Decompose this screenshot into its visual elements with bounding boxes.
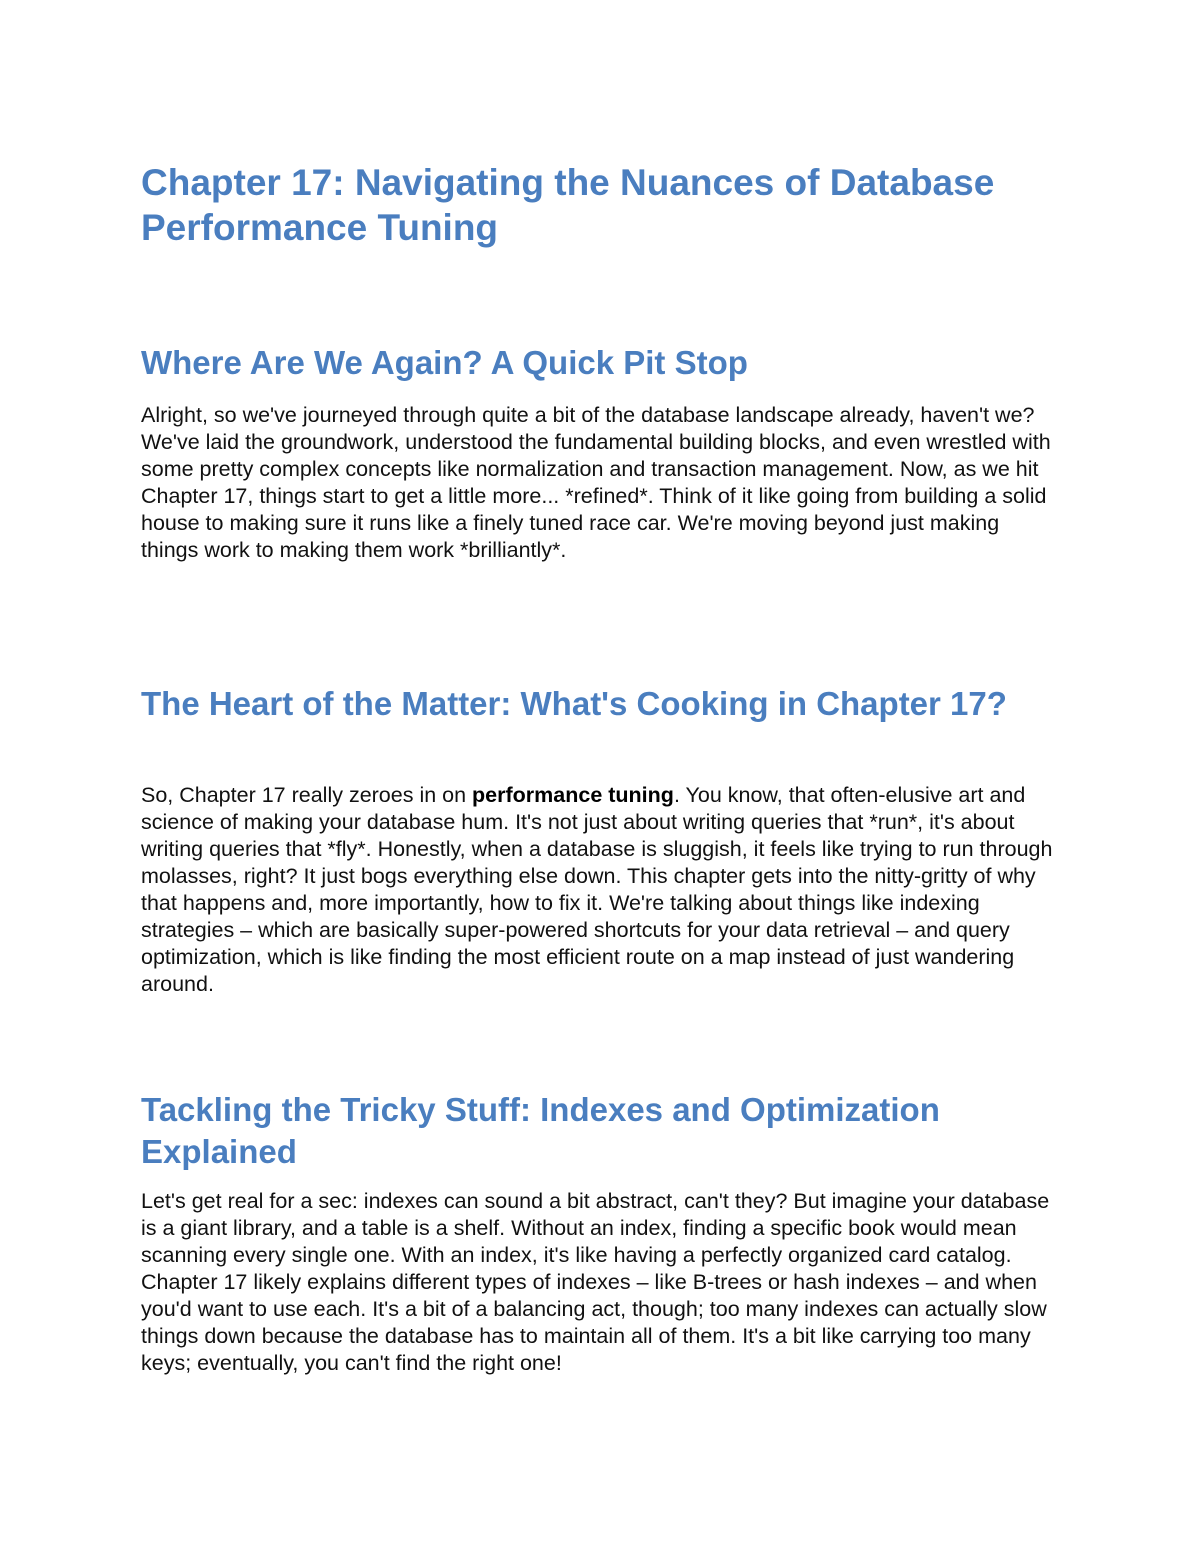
- section-paragraph-heart-of-matter: [141, 782, 1061, 998]
- paragraph-bold-term: performance tuning: [472, 783, 674, 807]
- section-heading-heart-of-matter: The Heart of the Matter: What's Cooking in Chapter 17?: [141, 685, 1007, 722]
- document-title: Chapter 17: Navigating the Nuances of Database Performance Tuning: [141, 162, 995, 248]
- section-heading-pit-stop: Where Are We Again? A Quick Pit Stop: [141, 344, 748, 381]
- section-heading-indexes: Tackling the Tricky Stuff: Indexes and Optimization Explained: [141, 1091, 940, 1170]
- paragraph-text-after-bold: . You know, that often-elusive art and science of making your database hum. It's not just about writing queries that *run*, it's about writing queries that *fly*. Honestly, when a database is sluggish, it feels like trying to run through molasses, right? It just bogs everything else down. This chapter gets into the nitty-gritty of why that happens and, more importantly, how to fix it. We're talking about things like indexing strategies – which are basically super-powered shortcuts for your data retrieval – and query optimization, which is like finding the most efficient route on a map instead of just wandering around.: [141, 783, 1053, 996]
- section-paragraph-pit-stop: Alright, so we've journeyed through quite a bit of the database landscape already, haven't we? We've laid the groundwork, understood the fundamental building blocks, and even wrestled with some pretty complex concepts like normalization and transaction management. Now, as we hit Chapter 17, things start to get a little more... *refined*. Think of it like going from building a solid house to making sure it runs like a finely tuned race car. We're moving beyond just making things work to making them work *brilliantly*.: [141, 403, 1051, 562]
- paragraph-text-before-bold: So, Chapter 17 really zeroes in on: [141, 783, 473, 807]
- section-paragraph-indexes: Let's get real for a sec: indexes can sound a bit abstract, can't they? But imagine your database is a giant library, and a table is a shelf. Without an index, finding a specific book would mean scanning every single one. With an index, it's like having a perfectly organized card catalog. Chapter 17 likely explains different types of indexes – like B-trees or hash indexes – and when you'd want to use each. It's a bit of a balancing act, though; too many indexes can actually slow things down because the database has to maintain all of them. It's a bit like carrying too many keys; eventually, you can't find the right one!: [141, 1189, 1050, 1375]
